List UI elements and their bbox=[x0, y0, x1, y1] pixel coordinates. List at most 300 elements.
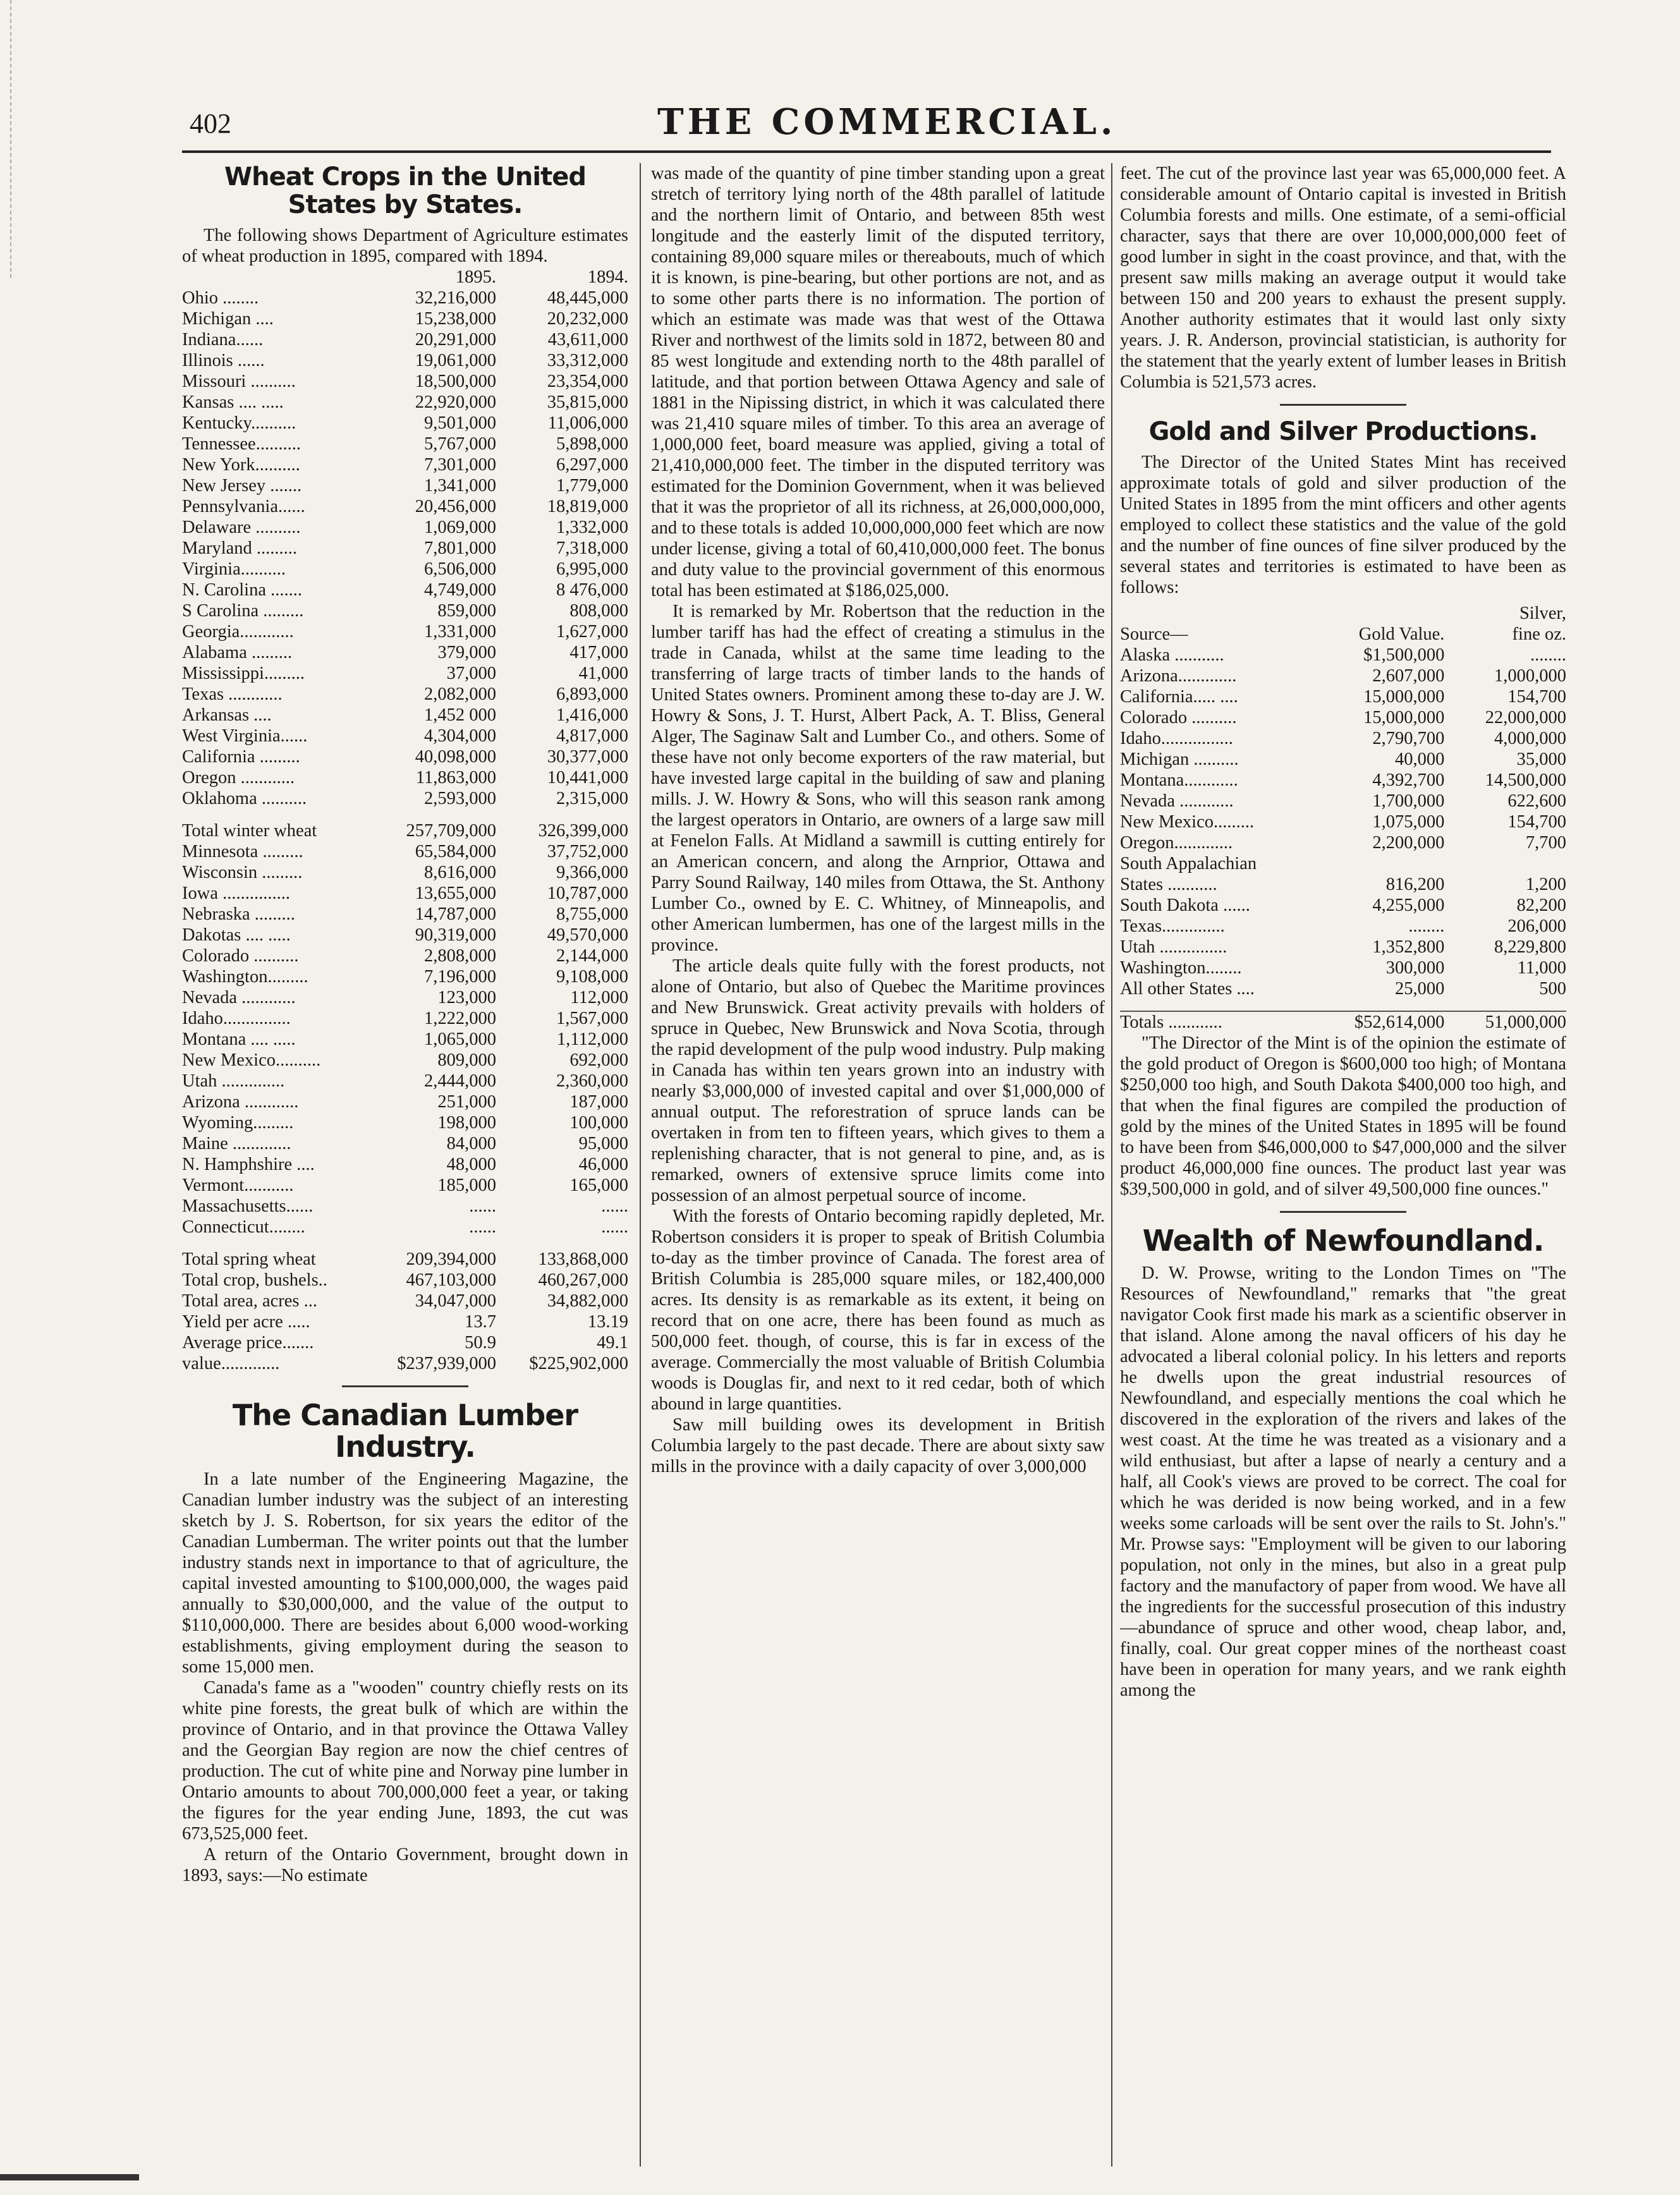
gold-row bbox=[1120, 707, 1566, 728]
row-value: 1,065,000 bbox=[424, 1030, 497, 1049]
row-value: 9,366,000 bbox=[556, 863, 628, 882]
gold-row bbox=[1120, 895, 1566, 916]
page-number: 402 bbox=[190, 108, 231, 139]
row-value: 48,445,000 bbox=[547, 288, 628, 308]
row-value: 10,441,000 bbox=[547, 768, 628, 787]
row-value: 6,506,000 bbox=[424, 559, 497, 579]
wheat-summary-row bbox=[182, 1291, 628, 1311]
wheat-row bbox=[182, 862, 628, 883]
row-value: $237,939,000 bbox=[397, 1354, 497, 1373]
gold-total-value: $52,614,000 bbox=[1310, 1011, 1444, 1033]
row-label: Nebraska ......... bbox=[182, 904, 295, 924]
lumber-paragraph-3a: A return of the Ontario Government, brought down in 1893, says:—No estimate bbox=[182, 1845, 628, 1885]
row-value: 1,341,000 bbox=[424, 476, 497, 496]
newfoundland-heading: Wealth of Newfoundland. bbox=[1142, 1224, 1544, 1258]
wheat-row bbox=[182, 454, 628, 475]
row-value: 2,607,000 bbox=[1372, 666, 1445, 686]
row-value: 13.19 bbox=[587, 1312, 628, 1332]
row-value: 5,767,000 bbox=[424, 434, 497, 454]
winter-rows bbox=[182, 288, 628, 809]
row-label: Minnesota ......... bbox=[182, 842, 303, 861]
row-value: 37,752,000 bbox=[547, 842, 628, 861]
wheat-row bbox=[182, 841, 628, 862]
row-value: 15,238,000 bbox=[415, 309, 497, 329]
wheat-row bbox=[182, 883, 628, 904]
lumber-paragraph-4: It is remarked by Mr. Robertson that the reduction in the lumber tariff has had the effect of creating a stimulus in the trade in Canada, whilst at the same time leading to the transferring of large tracts of timber lands to the hands of United States owners. Prominent among these to-day are J. W. Howry & Sons, J. T. Hurst, Albert Pack, A. T. Bliss, General Alger, The Saginaw Salt and Lumber Co., and others. Some of these have not only become exporters of the raw material, but have invested large capital in the building of saw and planing mills. J. W. Howry & Sons, who will this season rank among the largest operators in Ontario, are owners of a large saw mill at Fenelon Falls. At Midland a sawmill is cutting entirely for an American concern, and along the Arnprior, Ottawa and Parry Sound Railway, 140 miles from Ottawa, the St. Anthony Lumber Co., owned by E. C. Whitney, of Minneapolis, and other American lumbermen, has one of the largest mills in the province. bbox=[651, 602, 1105, 955]
wheat-row bbox=[182, 925, 628, 945]
row-label: Kansas .... ..... bbox=[182, 392, 284, 412]
newfoundland-paragraph-1: D. W. Prowse, writing to the London Times on "The Resources of Newfoundland," remarks that "the great navigator Cook first made his mark as a scientific observer in that island. Alone among the naval officers of his day he advocated a liberal colonial policy. In his letters and reports he dwells upon the great industrial resources of Newfoundland, and especially mentions the coal which he discovered in the exploration of the rivers and lakes of the west coast. At the time he was treated as a visionary and a wild enthusiast, but after a lapse of nearly a century and a half, all Cook's views are proved to be correct. The coal for which he was derided is now being worked, and in a few weeks some carloads will be sent over the rails to St. John's." Mr. Prowse says: "Employment will be given to our laboring population, not only in the mines, but also in a great pulp factory and the manufactory of paper from wood. We have all the ingredients for the successful prosecution of this industry—abundance of spruce and other wood, cheap labor, and, finally, coal. Our great copper mines of the northeast coast have been in operation for many years, and we rank eighth among the bbox=[1120, 1263, 1566, 1700]
gold-intro: The Director of the United States Mint has received approximate totals of gold and silver production of the United States in 1895 from the mint officers and other agents employed to collect these statistics and the value of the gold and the number of fine ounces of fine silver produced by the several states and territories is estimated to have been as follows: bbox=[1120, 453, 1566, 597]
row-value: 46,000 bbox=[578, 1155, 628, 1174]
wheat-row bbox=[182, 1154, 628, 1175]
row-value: 65,584,000 bbox=[415, 842, 497, 861]
row-label: Alaska ........... bbox=[1120, 645, 1224, 665]
gold-paragraph-2: "The Director of the Mint is of the opinion the estimate of the gold product of Oregon is $600,000 too high; of Montana $250,000 too high, and South Dakota $400,000 too high, and that when the final figures are compiled the production of gold by the mines of the United States in 1895 will be found to have been from $46,000,000 to $47,000,000 and the silver product 46,000,000 fine ounces. The product last year was $39,500,000 in gold, and of silver 49,500,000 fine ounces." bbox=[1120, 1033, 1566, 1199]
wheat-row bbox=[182, 1050, 628, 1071]
row-value: 7,700 bbox=[1525, 833, 1566, 853]
col-gold: Gold Value. bbox=[1358, 624, 1445, 644]
row-value: 22,000,000 bbox=[1485, 708, 1566, 727]
row-label: Arizona ............ bbox=[182, 1092, 299, 1112]
row-label: Idaho............... bbox=[182, 1009, 291, 1028]
row-value: ...... bbox=[469, 1217, 497, 1237]
row-value: 1,352,800 bbox=[1372, 937, 1445, 957]
wheat-summary-row bbox=[182, 1353, 628, 1374]
row-label: Idaho................ bbox=[1120, 729, 1233, 748]
wheat-row bbox=[182, 746, 628, 767]
row-value: 1,222,000 bbox=[424, 1009, 497, 1028]
header-rule bbox=[182, 150, 1551, 153]
row-value bbox=[1310, 853, 1444, 874]
wheat-row bbox=[182, 538, 628, 559]
gold-row bbox=[1120, 937, 1566, 958]
row-label: Colorado .......... bbox=[182, 946, 299, 966]
row-value: 82,200 bbox=[1516, 896, 1566, 915]
row-value: 467,103,000 bbox=[406, 1270, 497, 1290]
gold-row bbox=[1120, 749, 1566, 770]
row-value: 859,000 bbox=[437, 601, 497, 621]
lumber-paragraph-3b: was made of the quantity of pine timber standing upon a great stretch of territory lying north of the 48th parallel of latitude and the northern limit of Ontario, and between 85th west longitude and the easterly limit of the disputed territory, containing 89,000 square miles or thereabouts, much of which it is known, is pine-bearing, but other portions are not, and as to some other parts there is no information. The portion of which an estimate was made was that west of the Ottawa River and northwest of the limits sold in 1872, between 80 and 85 west longitude and extending north to the 48th parallel of latitude, and that portion between Ottawa Agency and sale of 1881 in the Nipissing district, in which it was calculated there was 21,410 square miles of timber. To this area an average of 1,000,000 feet, board measure was applied, giving a total of 21,410,000,000 feet. The timber in the disputed territory was estimated for the Dominion Government, when it was believed that it was the proprietor of all its richness, at 26,000,000,000, and to these totals is added 10,000,000,000 feet which are now under license, giving a total of 60,410,000,000 feet. The bonus and duty value to the provincial government of this enormous total has been estimated at $186,025,000. bbox=[651, 164, 1105, 600]
column-rule-2 bbox=[1111, 163, 1112, 2167]
wheat-row bbox=[182, 580, 628, 600]
row-label: Connecticut........ bbox=[182, 1217, 305, 1237]
row-value: 11,006,000 bbox=[547, 413, 628, 433]
row-value: 20,456,000 bbox=[415, 497, 497, 516]
wheat-heading: Wheat Crops in the United States by States. bbox=[224, 162, 586, 219]
row-value: 2,790,700 bbox=[1372, 729, 1445, 748]
row-value: 2,082,000 bbox=[424, 684, 497, 704]
row-value: 4,255,000 bbox=[1372, 896, 1445, 915]
row-label: Texas ............ bbox=[182, 684, 283, 704]
row-label: Average price....... bbox=[182, 1333, 314, 1353]
row-value: 15,000,000 bbox=[1363, 687, 1445, 707]
row-value: 20,232,000 bbox=[547, 309, 628, 329]
row-label: California ......... bbox=[182, 747, 300, 767]
wheat-row bbox=[182, 559, 628, 580]
column-rule-1 bbox=[640, 163, 641, 2167]
gold-row bbox=[1120, 812, 1566, 832]
wheat-row bbox=[182, 945, 628, 966]
column-2 bbox=[651, 163, 1105, 1477]
row-label: Texas.............. bbox=[1120, 916, 1225, 936]
row-label: New Mexico.......... bbox=[182, 1050, 321, 1070]
row-value: 10,787,000 bbox=[547, 884, 628, 903]
section-divider bbox=[1120, 398, 1566, 410]
wheat-row bbox=[182, 767, 628, 788]
wheat-row bbox=[182, 1175, 628, 1196]
row-value: 18,819,000 bbox=[547, 497, 628, 516]
row-value: 7,301,000 bbox=[424, 455, 497, 475]
row-value: 1,331,000 bbox=[424, 622, 497, 641]
row-value: 206,000 bbox=[1507, 916, 1566, 936]
row-value: 35,000 bbox=[1516, 750, 1566, 769]
winter-total-row bbox=[182, 820, 628, 841]
row-value bbox=[1444, 853, 1566, 874]
row-value: 300,000 bbox=[1385, 958, 1445, 978]
row-value: 8,616,000 bbox=[424, 863, 497, 882]
row-value: 1,567,000 bbox=[556, 1009, 628, 1028]
row-label: Oklahoma .......... bbox=[182, 789, 307, 808]
row-label: South Dakota ...... bbox=[1120, 896, 1250, 915]
lumber-paragraph-1: In a late number of the Engineering Magazine, the Canadian lumber industry was the subject of an interesting sketch by J. S. Robertson, for six years the editor of the Canadian Lumberman. The writer points out that the lumber industry stands next in importance to that of agriculture, the capital invested amounting to $100,000,000, the wages paid annually to $30,000,000, and the value of the output to $110,000,000. There are besides about 6,000 wood-working establishments, giving employment during the season to some 15,000 men. bbox=[182, 1469, 628, 1677]
row-value: 23,354,000 bbox=[547, 372, 628, 391]
row-label: All other States .... bbox=[1120, 979, 1255, 999]
row-label: Michigan .... bbox=[182, 309, 274, 329]
row-value: 622,600 bbox=[1507, 791, 1566, 811]
row-label: Pennsylvania...... bbox=[182, 497, 305, 516]
wheat-table-header bbox=[182, 267, 628, 288]
row-label: Indiana...... bbox=[182, 330, 264, 350]
row-value: 90,319,000 bbox=[415, 925, 497, 945]
row-value: 417,000 bbox=[569, 643, 628, 662]
gold-row bbox=[1120, 645, 1566, 666]
row-value: 13,655,000 bbox=[415, 884, 497, 903]
wheat-row bbox=[182, 1196, 628, 1217]
row-label: New York.......... bbox=[182, 455, 300, 475]
row-value: 198,000 bbox=[437, 1113, 497, 1133]
row-label: Massachusetts...... bbox=[182, 1196, 313, 1216]
row-value: 2,808,000 bbox=[424, 946, 497, 966]
row-value: 1,700,000 bbox=[1372, 791, 1445, 811]
row-value: 4,000,000 bbox=[1494, 729, 1566, 748]
row-value: 5,898,000 bbox=[556, 434, 628, 454]
row-label: Yield per acre ..... bbox=[182, 1312, 310, 1332]
row-label: Colorado .......... bbox=[1120, 708, 1237, 727]
row-value: $225,902,000 bbox=[529, 1354, 628, 1373]
row-value: ........ bbox=[1408, 916, 1445, 936]
wheat-row bbox=[182, 1133, 628, 1154]
row-label: Vermont........... bbox=[182, 1176, 294, 1195]
wheat-row bbox=[182, 392, 628, 413]
wheat-row bbox=[182, 621, 628, 642]
row-value: 8,755,000 bbox=[556, 904, 628, 924]
row-label: Utah .............. bbox=[182, 1071, 285, 1091]
row-label: Nevada ............ bbox=[1120, 791, 1234, 811]
row-value: 1,200 bbox=[1525, 875, 1566, 894]
row-value: 165,000 bbox=[569, 1176, 628, 1195]
row-value: 6,297,000 bbox=[556, 455, 628, 475]
row-value: 95,000 bbox=[578, 1134, 628, 1153]
wheat-row bbox=[182, 663, 628, 684]
row-label: Montana .... ..... bbox=[182, 1030, 296, 1049]
row-label: Alabama ......... bbox=[182, 643, 293, 662]
lumber-paragraph-6: With the forests of Ontario becoming rapidly depleted, Mr. Robertson considers it is proper to speak of British Columbia to-day as the timber province of Canada. The forest area of British Columbia is 285,000 square miles, or 182,400,000 acres. Its density is as remarkable as its extent, it being on record that on one acre, there has been found as much as 500,000 feet. though, of course, this is far in excess of the average. Commercially the most valuable of British Columbia woods is Douglas fir, and next to it red cedar, both of which abound in large quantities. bbox=[651, 1207, 1105, 1414]
row-label: Montana............ bbox=[1120, 770, 1238, 790]
row-value: 25,000 bbox=[1395, 979, 1445, 999]
wheat-row bbox=[182, 329, 628, 350]
gold-heading: Gold and Silver Productions. bbox=[1148, 417, 1538, 446]
row-label: Total spring wheat bbox=[182, 1250, 316, 1269]
print-smudge bbox=[0, 2174, 139, 2180]
row-label: Total area, acres ... bbox=[182, 1291, 318, 1311]
wheat-row bbox=[182, 987, 628, 1008]
gold-table-header bbox=[1120, 624, 1566, 645]
row-value: 8,229,800 bbox=[1494, 937, 1566, 957]
wheat-table bbox=[182, 267, 628, 1374]
wheat-row bbox=[182, 966, 628, 987]
row-value: ...... bbox=[469, 1196, 497, 1216]
row-value: 35,815,000 bbox=[547, 392, 628, 412]
row-label: Virginia.......... bbox=[182, 559, 286, 579]
lumber-paragraph-2: Canada's fame as a "wooden" country chiefly rests on its white pine forests, the great bulk of which are within the province of Ontario, and in that province the Ottawa Valley and the Georgian Bay region are now the chief centres of production. The cut of white pine and Norway pine lumber in Ontario amounts to about 700,000,000 feet a year, or taking the figures for the year ending June, 1893, the cut was 673,525,000 feet. bbox=[182, 1678, 628, 1844]
gold-rows bbox=[1120, 645, 1566, 999]
row-value: 1,332,000 bbox=[556, 518, 628, 537]
row-value: 1,000,000 bbox=[1494, 666, 1566, 686]
gold-row bbox=[1120, 958, 1566, 978]
row-value: 154,700 bbox=[1507, 812, 1566, 832]
row-value: 15,000,000 bbox=[1363, 708, 1445, 727]
row-value: 30,377,000 bbox=[547, 747, 628, 767]
row-label: Mississippi......... bbox=[182, 664, 305, 683]
wheat-row bbox=[182, 288, 628, 308]
wheat-row bbox=[182, 788, 628, 809]
wheat-row bbox=[182, 904, 628, 925]
row-value: 43,611,000 bbox=[547, 330, 628, 350]
wheat-row bbox=[182, 1217, 628, 1237]
gold-row bbox=[1120, 728, 1566, 749]
row-value: 1,416,000 bbox=[556, 705, 628, 725]
row-label: Iowa ............... bbox=[182, 884, 290, 903]
wheat-row bbox=[182, 1029, 628, 1050]
col-1894: 1894. bbox=[587, 267, 628, 287]
row-label: Oregon ............ bbox=[182, 768, 295, 787]
row-label: N. Hamphshire .... bbox=[182, 1155, 315, 1174]
row-label: Washington......... bbox=[182, 967, 308, 987]
row-label: Illinois ...... bbox=[182, 351, 265, 370]
wheat-row bbox=[182, 705, 628, 726]
row-label: Delaware .......... bbox=[182, 518, 301, 537]
row-label: Maryland ......... bbox=[182, 538, 298, 558]
row-value: 32,216,000 bbox=[415, 288, 497, 308]
wheat-row bbox=[182, 684, 628, 705]
row-value: 2,200,000 bbox=[1372, 833, 1445, 853]
wheat-summary-row bbox=[182, 1311, 628, 1332]
row-value: 1,075,000 bbox=[1372, 812, 1445, 832]
row-value: 11,000 bbox=[1517, 958, 1566, 978]
wheat-row bbox=[182, 413, 628, 434]
silver-total-value: 51,000,000 bbox=[1444, 1011, 1566, 1033]
wheat-row bbox=[182, 1071, 628, 1091]
row-value: 112,000 bbox=[570, 988, 628, 1007]
row-label: Maine ............. bbox=[182, 1134, 291, 1153]
lumber-paragraph-7b: feet. The cut of the province last year was 65,000,000 feet. A considerable amount of Ontario capital is invested in British Columbia forests and mills. One estimate, of a semi-official character, says that there are over 10,000,000,000 feet of good lumber in sight in the coast province, and that, with the present saw mills making an average output it would take between 150 and 200 years to exhaust the present supply. Another authority estimates that it would last only sixty years. J. R. Anderson, provincial statistician, is authority for the statement that the yearly extent of lumber leases in British Columbia is 521,573 acres. bbox=[1120, 164, 1566, 392]
wheat-intro: The following shows Department of Agriculture estimates of wheat production in 1895, compared with 1894. bbox=[182, 226, 628, 266]
gold-total-row bbox=[1120, 1011, 1566, 1033]
row-label: Washington........ bbox=[1120, 958, 1242, 978]
row-label: Arizona............. bbox=[1120, 666, 1237, 686]
column-1 bbox=[182, 163, 628, 1886]
row-value: 40,098,000 bbox=[415, 747, 497, 767]
row-label: Tennessee.......... bbox=[182, 434, 301, 454]
wheat-summary-row bbox=[182, 1270, 628, 1291]
row-value: 14,787,000 bbox=[415, 904, 497, 924]
row-label: Oregon............. bbox=[1120, 833, 1233, 853]
row-value: 2,360,000 bbox=[556, 1071, 628, 1091]
row-value: 22,920,000 bbox=[415, 392, 497, 412]
row-value: 808,000 bbox=[569, 601, 628, 621]
row-value: 7,196,000 bbox=[424, 967, 497, 987]
wheat-row bbox=[182, 1091, 628, 1112]
masthead-title: THE COMMERCIAL. bbox=[657, 101, 1117, 143]
row-label: Dakotas .... ..... bbox=[182, 925, 291, 945]
gold-row bbox=[1120, 770, 1566, 791]
row-value: 7,318,000 bbox=[556, 538, 628, 558]
row-value: $1,500,000 bbox=[1363, 645, 1445, 665]
row-value: 14,500,000 bbox=[1485, 770, 1566, 790]
row-value: 48,000 bbox=[446, 1155, 497, 1174]
gold-total-label: Totals ............ bbox=[1120, 1011, 1310, 1033]
gold-row bbox=[1120, 978, 1566, 999]
gold-row bbox=[1120, 791, 1566, 812]
row-label: Arkansas .... bbox=[182, 705, 272, 725]
col-silver-1: Silver, bbox=[1519, 604, 1566, 623]
row-value: 4,304,000 bbox=[424, 726, 497, 746]
row-label: Wisconsin ......... bbox=[182, 863, 303, 882]
gold-row bbox=[1120, 832, 1566, 853]
row-label: States ........... bbox=[1120, 875, 1217, 894]
row-label: S Carolina ......... bbox=[182, 601, 304, 621]
row-value: 33,312,000 bbox=[547, 351, 628, 370]
row-value: 500 bbox=[1539, 979, 1566, 999]
column-3 bbox=[1120, 163, 1566, 1701]
wheat-row bbox=[182, 475, 628, 496]
row-label: Ohio ........ bbox=[182, 288, 259, 308]
spring-rows bbox=[182, 841, 628, 1237]
row-label: California..... .... bbox=[1120, 687, 1238, 707]
gold-row bbox=[1120, 686, 1566, 707]
wheat-row bbox=[182, 600, 628, 621]
row-value: 209,394,000 bbox=[406, 1250, 497, 1269]
row-label: Georgia............ bbox=[182, 622, 294, 641]
row-label: Total crop, bushels.. bbox=[182, 1270, 327, 1290]
section-divider bbox=[182, 1379, 628, 1392]
row-label: Utah ............... bbox=[1120, 937, 1227, 957]
row-value: 8 476,000 bbox=[556, 580, 628, 600]
row-value: 20,291,000 bbox=[415, 330, 497, 350]
row-value: 9,108,000 bbox=[556, 967, 628, 987]
col-1895: 1895. bbox=[455, 267, 497, 287]
row-value: 379,000 bbox=[437, 643, 497, 662]
lumber-paragraph-5: The article deals quite fully with the forest products, not alone of Ontario, but also of Quebec the Maritime provinces and New Brunswick. Great activity prevails with holders of spruce in Quebec, New Brunswick and Nova Scotia, through the rapid development of the pulp wood industry. Pulp making in Canada has within ten years grown into an industry with nearly $3,000,000 of invested capital and over $1,000,000 of annual output. The reforestration of spruce lands can be overtaken in from ten to fifteen years, which gives to them a replenishing character, that is not general to pine, and, as is remarked, owners of extensive spruce limits come into possession of an almost perpetual source of income. bbox=[651, 956, 1105, 1205]
wheat-row bbox=[182, 1112, 628, 1133]
gold-row bbox=[1120, 916, 1566, 937]
row-value: 13.7 bbox=[465, 1312, 497, 1332]
col-silver-2: fine oz. bbox=[1512, 624, 1566, 644]
row-value: 185,000 bbox=[437, 1176, 497, 1195]
row-value: 1,627,000 bbox=[556, 622, 628, 641]
gold-row bbox=[1120, 853, 1566, 874]
row-label: Michigan .......... bbox=[1120, 750, 1239, 769]
row-label: value............. bbox=[182, 1354, 280, 1373]
row-label: Wyoming......... bbox=[182, 1113, 294, 1133]
row-value: ...... bbox=[601, 1196, 628, 1216]
row-value: 9,501,000 bbox=[424, 413, 497, 433]
row-value: 2,444,000 bbox=[424, 1071, 497, 1091]
row-value: 6,995,000 bbox=[556, 559, 628, 579]
row-value: 2,315,000 bbox=[556, 789, 628, 808]
summary-rows bbox=[182, 1249, 628, 1374]
row-value: 4,392,700 bbox=[1372, 770, 1445, 790]
row-label: West Virginia...... bbox=[182, 726, 308, 746]
row-value: ........ bbox=[1530, 645, 1566, 665]
row-value: 187,000 bbox=[569, 1092, 628, 1112]
row-value: 154,700 bbox=[1507, 687, 1566, 707]
row-value: 40,000 bbox=[1395, 750, 1445, 769]
wheat-row bbox=[182, 642, 628, 663]
row-value: 18,500,000 bbox=[415, 372, 497, 391]
row-value: 100,000 bbox=[569, 1113, 628, 1133]
row-label: N. Carolina ....... bbox=[182, 580, 302, 600]
row-value: 11,863,000 bbox=[415, 768, 497, 787]
row-label: Nevada ............ bbox=[182, 988, 296, 1007]
row-value: 809,000 bbox=[437, 1050, 497, 1070]
row-value: 692,000 bbox=[569, 1050, 628, 1070]
row-value: 84,000 bbox=[446, 1134, 497, 1153]
row-label: Kentucky.......... bbox=[182, 413, 296, 433]
section-divider bbox=[1120, 1205, 1566, 1217]
row-label: New Mexico......... bbox=[1120, 812, 1255, 832]
row-label: New Jersey ....... bbox=[182, 476, 302, 496]
col-source: Source— bbox=[1120, 624, 1188, 644]
row-value: 41,000 bbox=[578, 664, 628, 683]
row-value: 133,868,000 bbox=[538, 1250, 628, 1269]
row-value: 49,570,000 bbox=[547, 925, 628, 945]
row-value: 460,267,000 bbox=[538, 1270, 628, 1290]
row-value: 2,593,000 bbox=[424, 789, 497, 808]
row-value: 4,749,000 bbox=[424, 580, 497, 600]
row-value: ...... bbox=[601, 1217, 628, 1237]
row-value: 34,047,000 bbox=[415, 1291, 497, 1311]
winter-total-label: Total winter wheat bbox=[182, 821, 317, 841]
row-value: 251,000 bbox=[437, 1092, 497, 1112]
row-value: 4,817,000 bbox=[556, 726, 628, 746]
wheat-row bbox=[182, 308, 628, 329]
row-label: South Appalachian bbox=[1120, 854, 1257, 873]
wheat-row bbox=[182, 434, 628, 454]
wheat-summary-row bbox=[182, 1249, 628, 1270]
gold-row bbox=[1120, 666, 1566, 686]
row-value: 49.1 bbox=[597, 1333, 628, 1353]
winter-total-1894: 326,399,000 bbox=[538, 821, 628, 841]
row-value: 6,893,000 bbox=[556, 684, 628, 704]
row-value: 37,000 bbox=[446, 664, 497, 683]
wheat-row bbox=[182, 350, 628, 371]
wheat-summary-row bbox=[182, 1332, 628, 1353]
row-value: 2,144,000 bbox=[556, 946, 628, 966]
wheat-row bbox=[182, 726, 628, 746]
row-value: 816,200 bbox=[1385, 875, 1445, 894]
